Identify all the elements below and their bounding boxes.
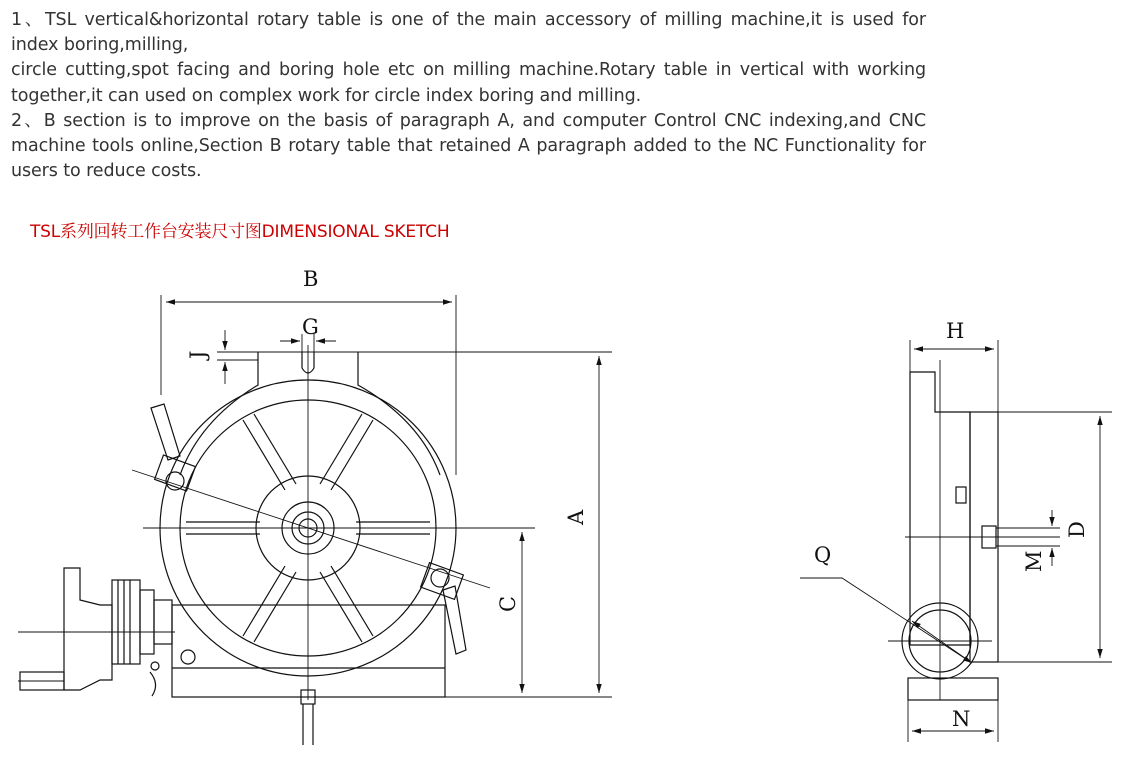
side-view (800, 340, 1112, 742)
left-clamp-handle (151, 404, 180, 460)
label-D: D (1065, 521, 1089, 538)
label-Q: Q (814, 543, 832, 567)
left-clamp-block (155, 455, 196, 491)
front-view (18, 295, 612, 745)
sketch-title: TSL系列回转工作台安装尺寸图DIMENSIONAL SKETCH (30, 222, 450, 242)
label-N: N (952, 707, 971, 731)
worm-housing (18, 568, 175, 696)
base-hole (181, 650, 195, 664)
label-M: M (1022, 550, 1046, 572)
side-small-key (956, 487, 966, 503)
casting-left-lug (180, 352, 258, 475)
label-B: B (303, 267, 319, 291)
description-para1-line1: 1、TSL vertical&horizontal rotary table is one of the main accessory of milling machine,it is used for index boring,milling, (11, 10, 926, 56)
label-J: J (186, 350, 210, 359)
description-para1-line2: circle cutting,spot facing and boring hole etc on milling machine.Rotary table in vertical with working together,it can used on complex work for circle index boring and milling. (11, 60, 926, 106)
description-para2: 2、B section is to improve on the basis of paragraph A, and computer Control CNC indexing,and CNC machine tools online,Section B rotary table that retained A paragraph added to the NC Functionality for users to reduce costs. (11, 110, 926, 182)
base-block (172, 605, 445, 697)
label-H: H (946, 319, 965, 343)
label-A: A (564, 509, 588, 525)
casting-right-lug (358, 352, 440, 475)
label-G: G (302, 315, 319, 339)
leader-Q-line (800, 578, 972, 663)
side-base (908, 678, 998, 700)
label-C: C (496, 595, 520, 612)
